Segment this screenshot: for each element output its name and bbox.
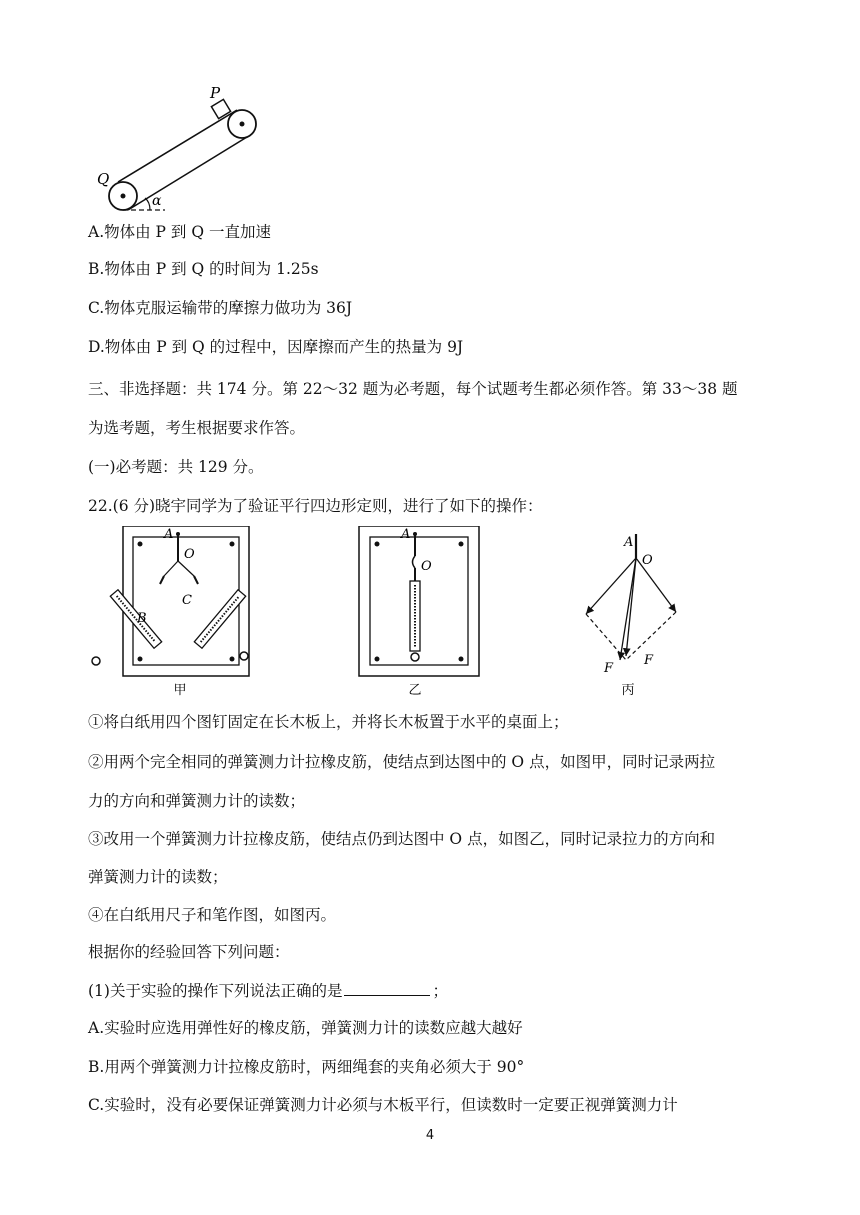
sub-question-1-text: (1)关于实验的操作下列说法正确的是	[88, 982, 343, 1000]
figure-jia	[88, 526, 263, 698]
choice-a: A.实验时应选用弹性好的橡皮筋，弹簧测力计的读数应越大越好	[88, 1019, 523, 1037]
yi-label-a: A	[401, 527, 411, 542]
figure-bing	[578, 526, 688, 698]
section-heading-line1: 三、非选择题：共 174 分。第 22～32 题为必考题，每个试题考生都必须作答。第 33～38 题	[88, 380, 738, 398]
sub-question-1-end: ；	[432, 982, 448, 1000]
jia-label-o: O	[184, 547, 195, 562]
step-2-cont: 力的方向和弹簧测力计的读数；	[88, 792, 306, 810]
question-22-stem: 22.(6 分)晓宇同学为了验证平行四边形定则，进行了如下的操作：	[88, 497, 543, 515]
option-a: A.物体由 P 到 Q 一直加速	[88, 223, 271, 241]
option-d: D.物体由 P 到 Q 的过程中，因摩擦而产生的热量为 9J	[88, 338, 464, 356]
step-3: ③改用一个弹簧测力计拉橡皮筋，使结点仍到达图中 O 点，如图乙，同时记录拉力的方向和	[88, 830, 716, 848]
choice-b: B.用两个弹簧测力计拉橡皮筋时，两细绳套的夹角必须大于 90°	[88, 1058, 525, 1076]
label-p: P	[210, 84, 221, 102]
yi-label-o: O	[421, 559, 432, 574]
bing-label-o: O	[642, 553, 653, 568]
sub-question-1	[88, 979, 448, 1002]
jia-label-b: B	[137, 611, 147, 626]
figure-yi	[357, 526, 482, 698]
label-q: Q	[97, 170, 110, 188]
page-number: 4	[425, 1128, 435, 1143]
label-alpha: α	[152, 193, 162, 209]
bing-label-f2: F	[644, 653, 654, 668]
jia-label-c: C	[182, 593, 192, 608]
jia-label-a: A	[164, 527, 174, 542]
section-heading-line2: 为选考题，考生根据要求作答。	[88, 419, 306, 437]
yi-caption: 乙	[408, 683, 422, 698]
bing-label-a: A	[624, 535, 634, 550]
jia-caption: 甲	[173, 683, 187, 698]
step-1: ①将白纸用四个图钉固定在长木板上，并将长木板置于水平的桌面上；	[88, 713, 569, 731]
section-subheading: (一)必考题：共 129 分。	[88, 458, 264, 476]
bing-label-f1: F	[604, 661, 614, 676]
bing-caption: 丙	[621, 683, 635, 698]
choice-c: C.实验时，没有必要保证弹簧测力计必须与木板平行，但读数时一定要正视弹簧测力计	[88, 1096, 678, 1114]
option-c: C.物体克服运输带的摩擦力做功为 36J	[88, 299, 353, 317]
answer-prompt: 根据你的经验回答下列问题：	[88, 943, 290, 961]
step-4: ④在白纸用尺子和笔作图，如图丙。	[88, 906, 337, 924]
step-3-cont: 弹簧测力计的读数；	[88, 868, 228, 886]
answer-blank[interactable]	[344, 979, 430, 996]
step-2: ②用两个完全相同的弹簧测力计拉橡皮筋，使结点到达图中的 O 点，如图甲，同时记录两拉	[88, 753, 716, 771]
conveyor-figure	[95, 82, 270, 217]
option-b: B.物体由 P 到 Q 的时间为 1.25s	[88, 260, 319, 278]
